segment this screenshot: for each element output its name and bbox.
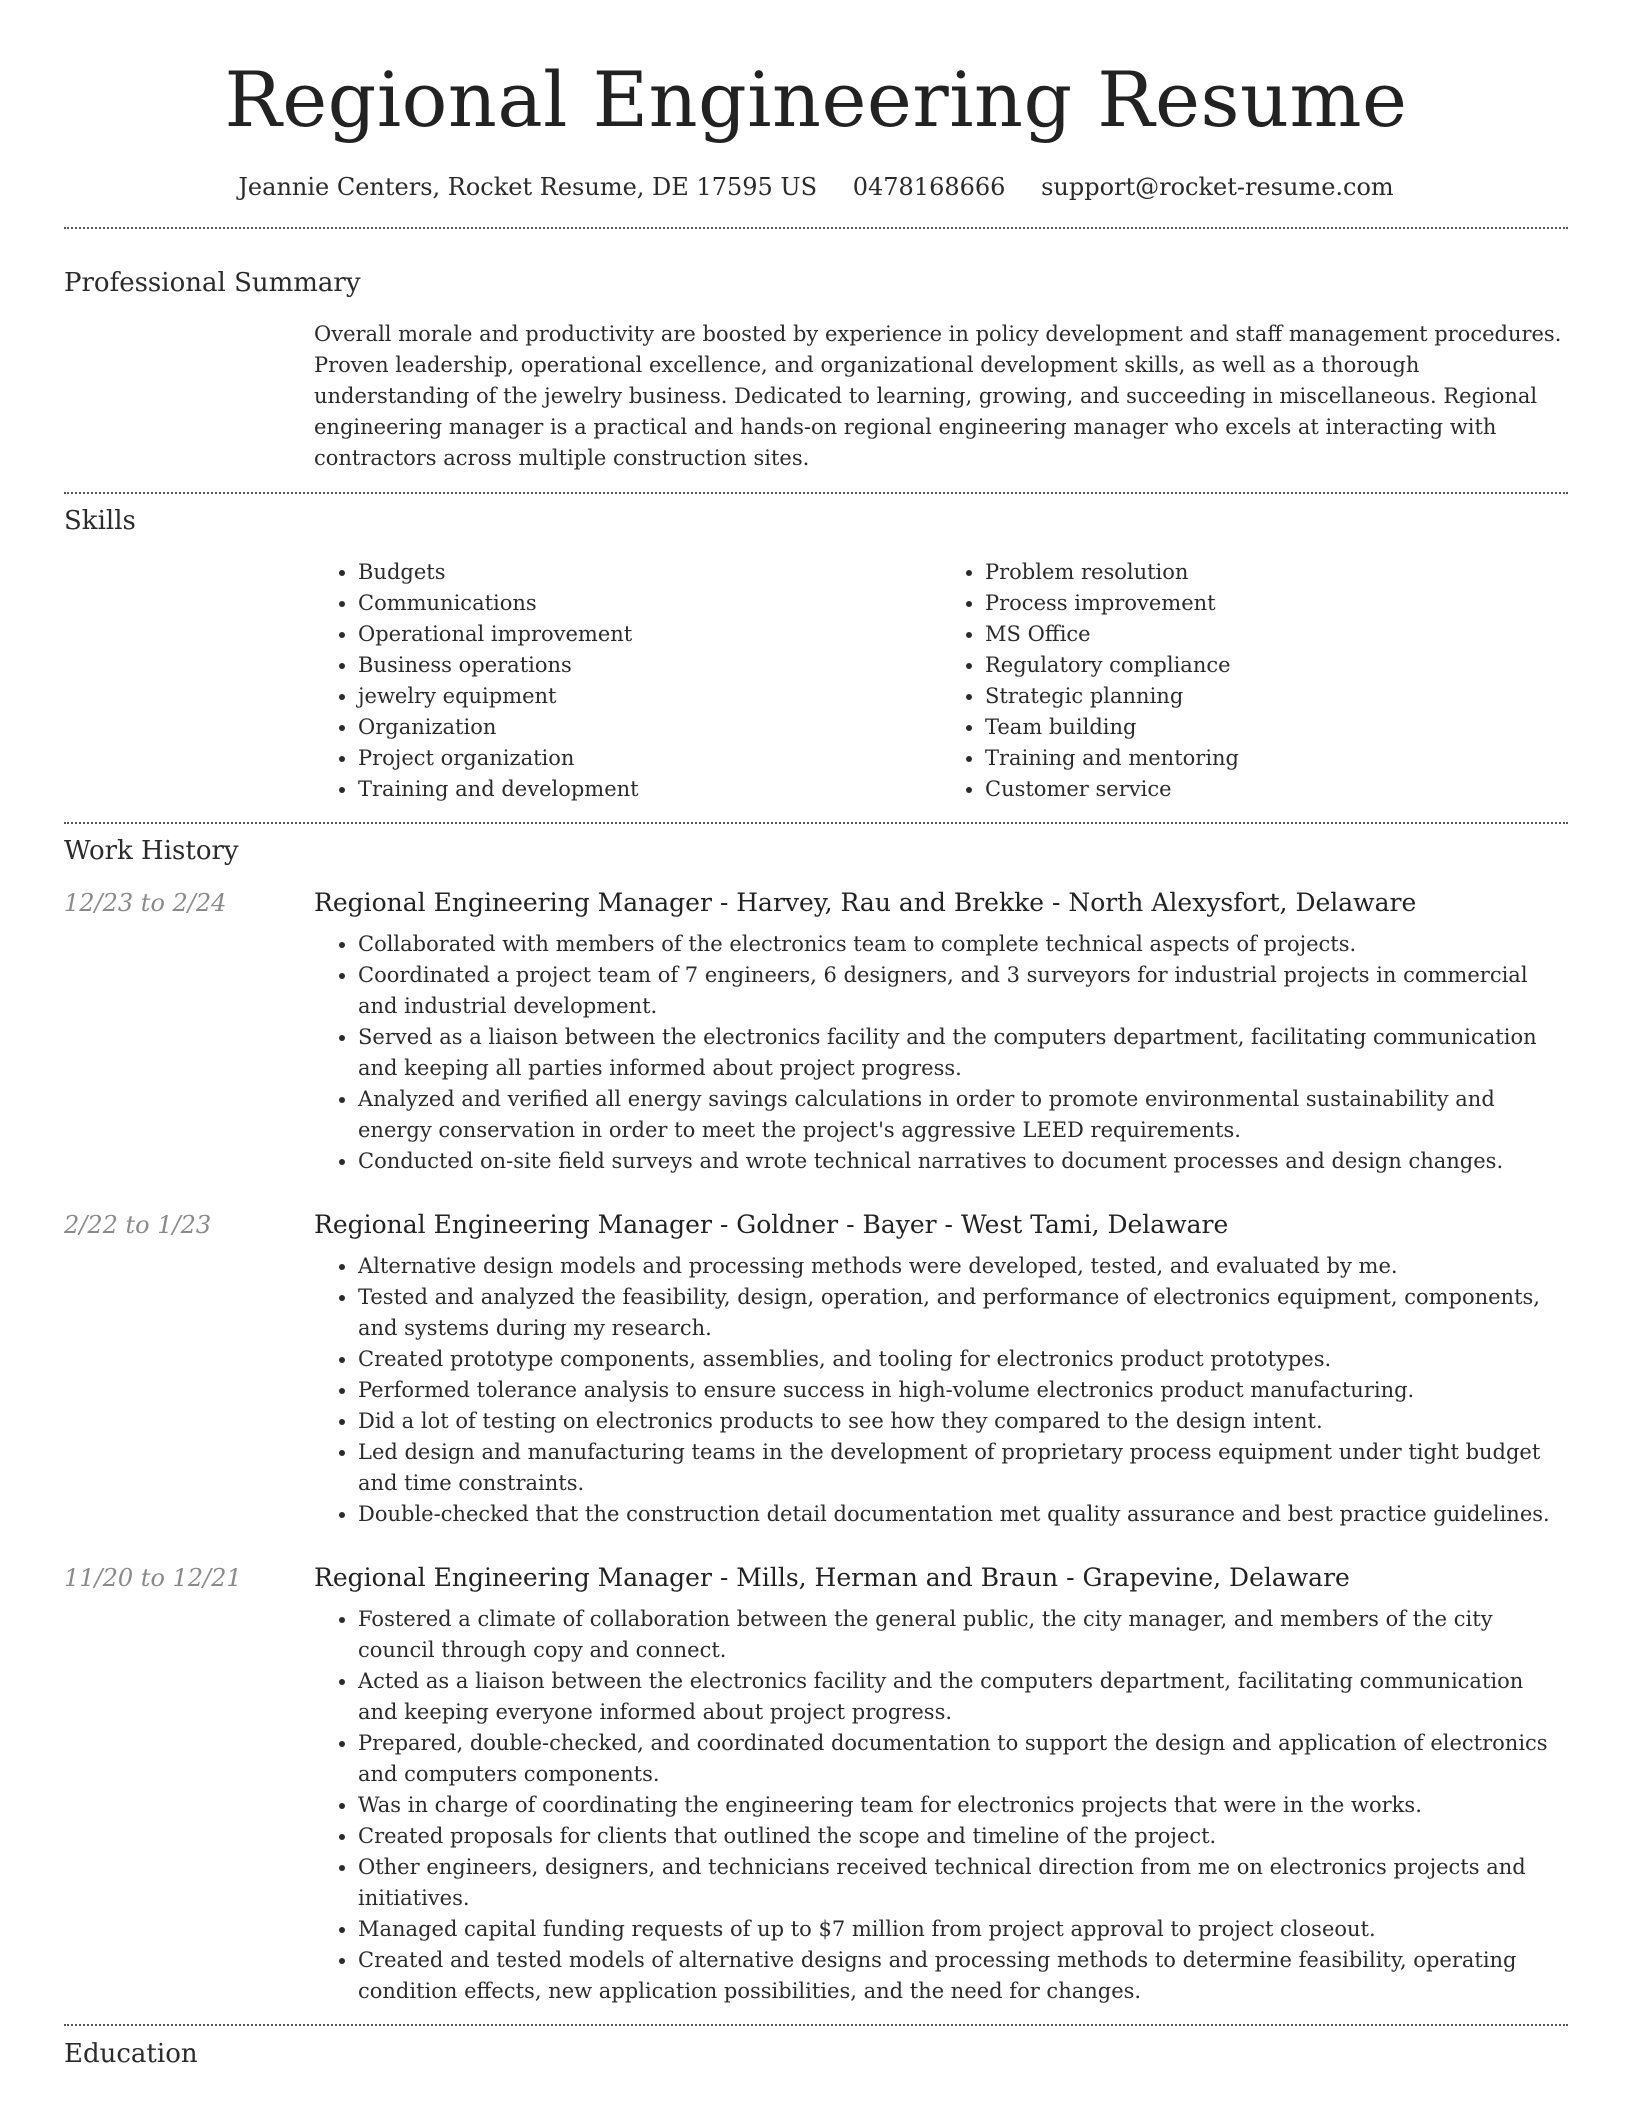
job-bullet: • Analyzed and verified all energy savings calculations in order to promote environmental sustainability and energy conservation in order to meet the project's aggressive LEED requirements.: [358, 1084, 1568, 1146]
job-bullet-list: [314, 1251, 1568, 1530]
skill-item: • Customer service: [985, 774, 1568, 805]
job-bullet: • Created prototype components, assemblies, and tooling for electronics product prototypes.: [358, 1344, 1568, 1375]
job-dates: 2/22 to 1/23: [64, 1211, 212, 1239]
section-heading-work: Work History: [64, 836, 239, 866]
section-divider: [64, 822, 1568, 824]
section-heading-skills: Skills: [64, 506, 136, 536]
contact-phone: 0478168666: [852, 173, 1006, 201]
contact-email: support@rocket-resume.com: [1041, 173, 1394, 201]
section-divider: [64, 227, 1568, 229]
job-entry: [64, 888, 1568, 1177]
section-heading-summary: Professional Summary: [64, 268, 361, 298]
skills-list-left: [314, 557, 941, 805]
skill-item: • Business operations: [358, 650, 941, 681]
section-divider: [64, 492, 1568, 494]
skill-item: • Communications: [358, 588, 941, 619]
work-history-block: [64, 888, 1568, 2007]
job-entry: [64, 1563, 1568, 2007]
job-title: Regional Engineering Manager - Mills, Herman and Braun - Grapevine, Delaware: [314, 1563, 1350, 1592]
job-bullet: • Fostered a climate of collaboration between the general public, the city manager, and members of the city council through copy and connect.: [358, 1604, 1568, 1666]
job-header: [64, 888, 1568, 917]
job-bullet: • Other engineers, designers, and technicians received technical direction from me on electronics projects and initiatives.: [358, 1852, 1568, 1914]
job-bullet: • Created proposals for clients that outlined the scope and timeline of the project.: [358, 1821, 1568, 1852]
resume-title: Regional Engineering Resume: [224, 55, 1408, 144]
skills-list-right: [941, 557, 1568, 805]
job-bullet: • Created and tested models of alternative designs and processing methods to determine feasibility, operating condition effects, new application possibilities, and the need for changes.: [358, 1945, 1568, 2007]
contact-address: Jeannie Centers, Rocket Resume, DE 17595 US: [238, 173, 818, 201]
job-bullet: • Collaborated with members of the electronics team to complete technical aspects of projects.: [358, 929, 1568, 960]
section-divider: [64, 2024, 1568, 2026]
job-bullet: • Conducted on-site field surveys and wrote technical narratives to document processes and design changes.: [358, 1146, 1568, 1177]
job-bullet: • Acted as a liaison between the electronics facility and the computers department, facilitating communication and keeping everyone informed about project progress.: [358, 1666, 1568, 1728]
skill-item: • jewelry equipment: [358, 681, 941, 712]
job-title: Regional Engineering Manager - Harvey, Rau and Brekke - North Alexysfort, Delaware: [314, 888, 1417, 917]
contact-line: [64, 172, 1568, 202]
skill-item: • Training and mentoring: [985, 743, 1568, 774]
job-bullet: • Performed tolerance analysis to ensure success in high-volume electronics product manufacturing.: [358, 1375, 1568, 1406]
job-bullet: • Was in charge of coordinating the engineering team for electronics projects that were in the works.: [358, 1790, 1568, 1821]
job-header: [64, 1210, 1568, 1239]
skill-item: • Training and development: [358, 774, 941, 805]
job-title: Regional Engineering Manager - Goldner - Bayer - West Tami, Delaware: [314, 1210, 1229, 1239]
skill-item: • Team building: [985, 712, 1568, 743]
skill-item: • Problem resolution: [985, 557, 1568, 588]
job-bullet: • Served as a liaison between the electronics facility and the computers department, facilitating communication and keeping all parties informed about project progress.: [358, 1022, 1568, 1084]
summary-text: Overall morale and productivity are boosted by experience in policy development and staff management procedures. Proven leadership, operational excellence, and organizational development skills, as well as a thorough understanding of the jewelry business. Dedicated to learning, growing, and succeeding in miscellaneous. Regional engineering manager is a practical and hands-on regional engineering manager who excels at interacting with contractors across multiple construction sites.: [314, 322, 1562, 470]
job-bullet: • Coordinated a project team of 7 engineers, 6 designers, and 3 surveyors for industrial projects in commercial and industrial development.: [358, 960, 1568, 1022]
job-dates: 12/23 to 2/24: [64, 889, 227, 917]
job-bullet: • Led design and manufacturing teams in the development of proprietary process equipment under tight budget and time constraints.: [358, 1437, 1568, 1499]
skill-item: • Operational improvement: [358, 619, 941, 650]
job-bullet-list: [314, 929, 1568, 1177]
skill-item: • Regulatory compliance: [985, 650, 1568, 681]
skill-item: • Organization: [358, 712, 941, 743]
job-header: [64, 1563, 1568, 1592]
skill-item: • Process improvement: [985, 588, 1568, 619]
job-bullet: • Tested and analyzed the feasibility, design, operation, and performance of electronics equipment, components, and systems during my research.: [358, 1282, 1568, 1344]
job-bullet: • Alternative design models and processing methods were developed, tested, and evaluated by me.: [358, 1251, 1568, 1282]
job-bullet: • Prepared, double-checked, and coordinated documentation to support the design and application of electronics and computers components.: [358, 1728, 1568, 1790]
skills-block: [314, 557, 1568, 805]
job-bullet: • Double-checked that the construction detail documentation met quality assurance and best practice guidelines.: [358, 1499, 1568, 1530]
job-bullet-list: [314, 1604, 1568, 2007]
job-entry: [64, 1210, 1568, 1530]
job-bullet: • Did a lot of testing on electronics products to see how they compared to the design intent.: [358, 1406, 1568, 1437]
skill-item: • Project organization: [358, 743, 941, 774]
skill-item: • Budgets: [358, 557, 941, 588]
job-bullet: • Managed capital funding requests of up to $7 million from project approval to project closeout.: [358, 1914, 1568, 1945]
section-heading-education: Education: [64, 2039, 198, 2069]
job-dates: 11/20 to 12/21: [64, 1564, 242, 1592]
resume-page: [64, 0, 1568, 2070]
skill-item: • Strategic planning: [985, 681, 1568, 712]
summary-block: [314, 319, 1568, 474]
skill-item: • MS Office: [985, 619, 1568, 650]
